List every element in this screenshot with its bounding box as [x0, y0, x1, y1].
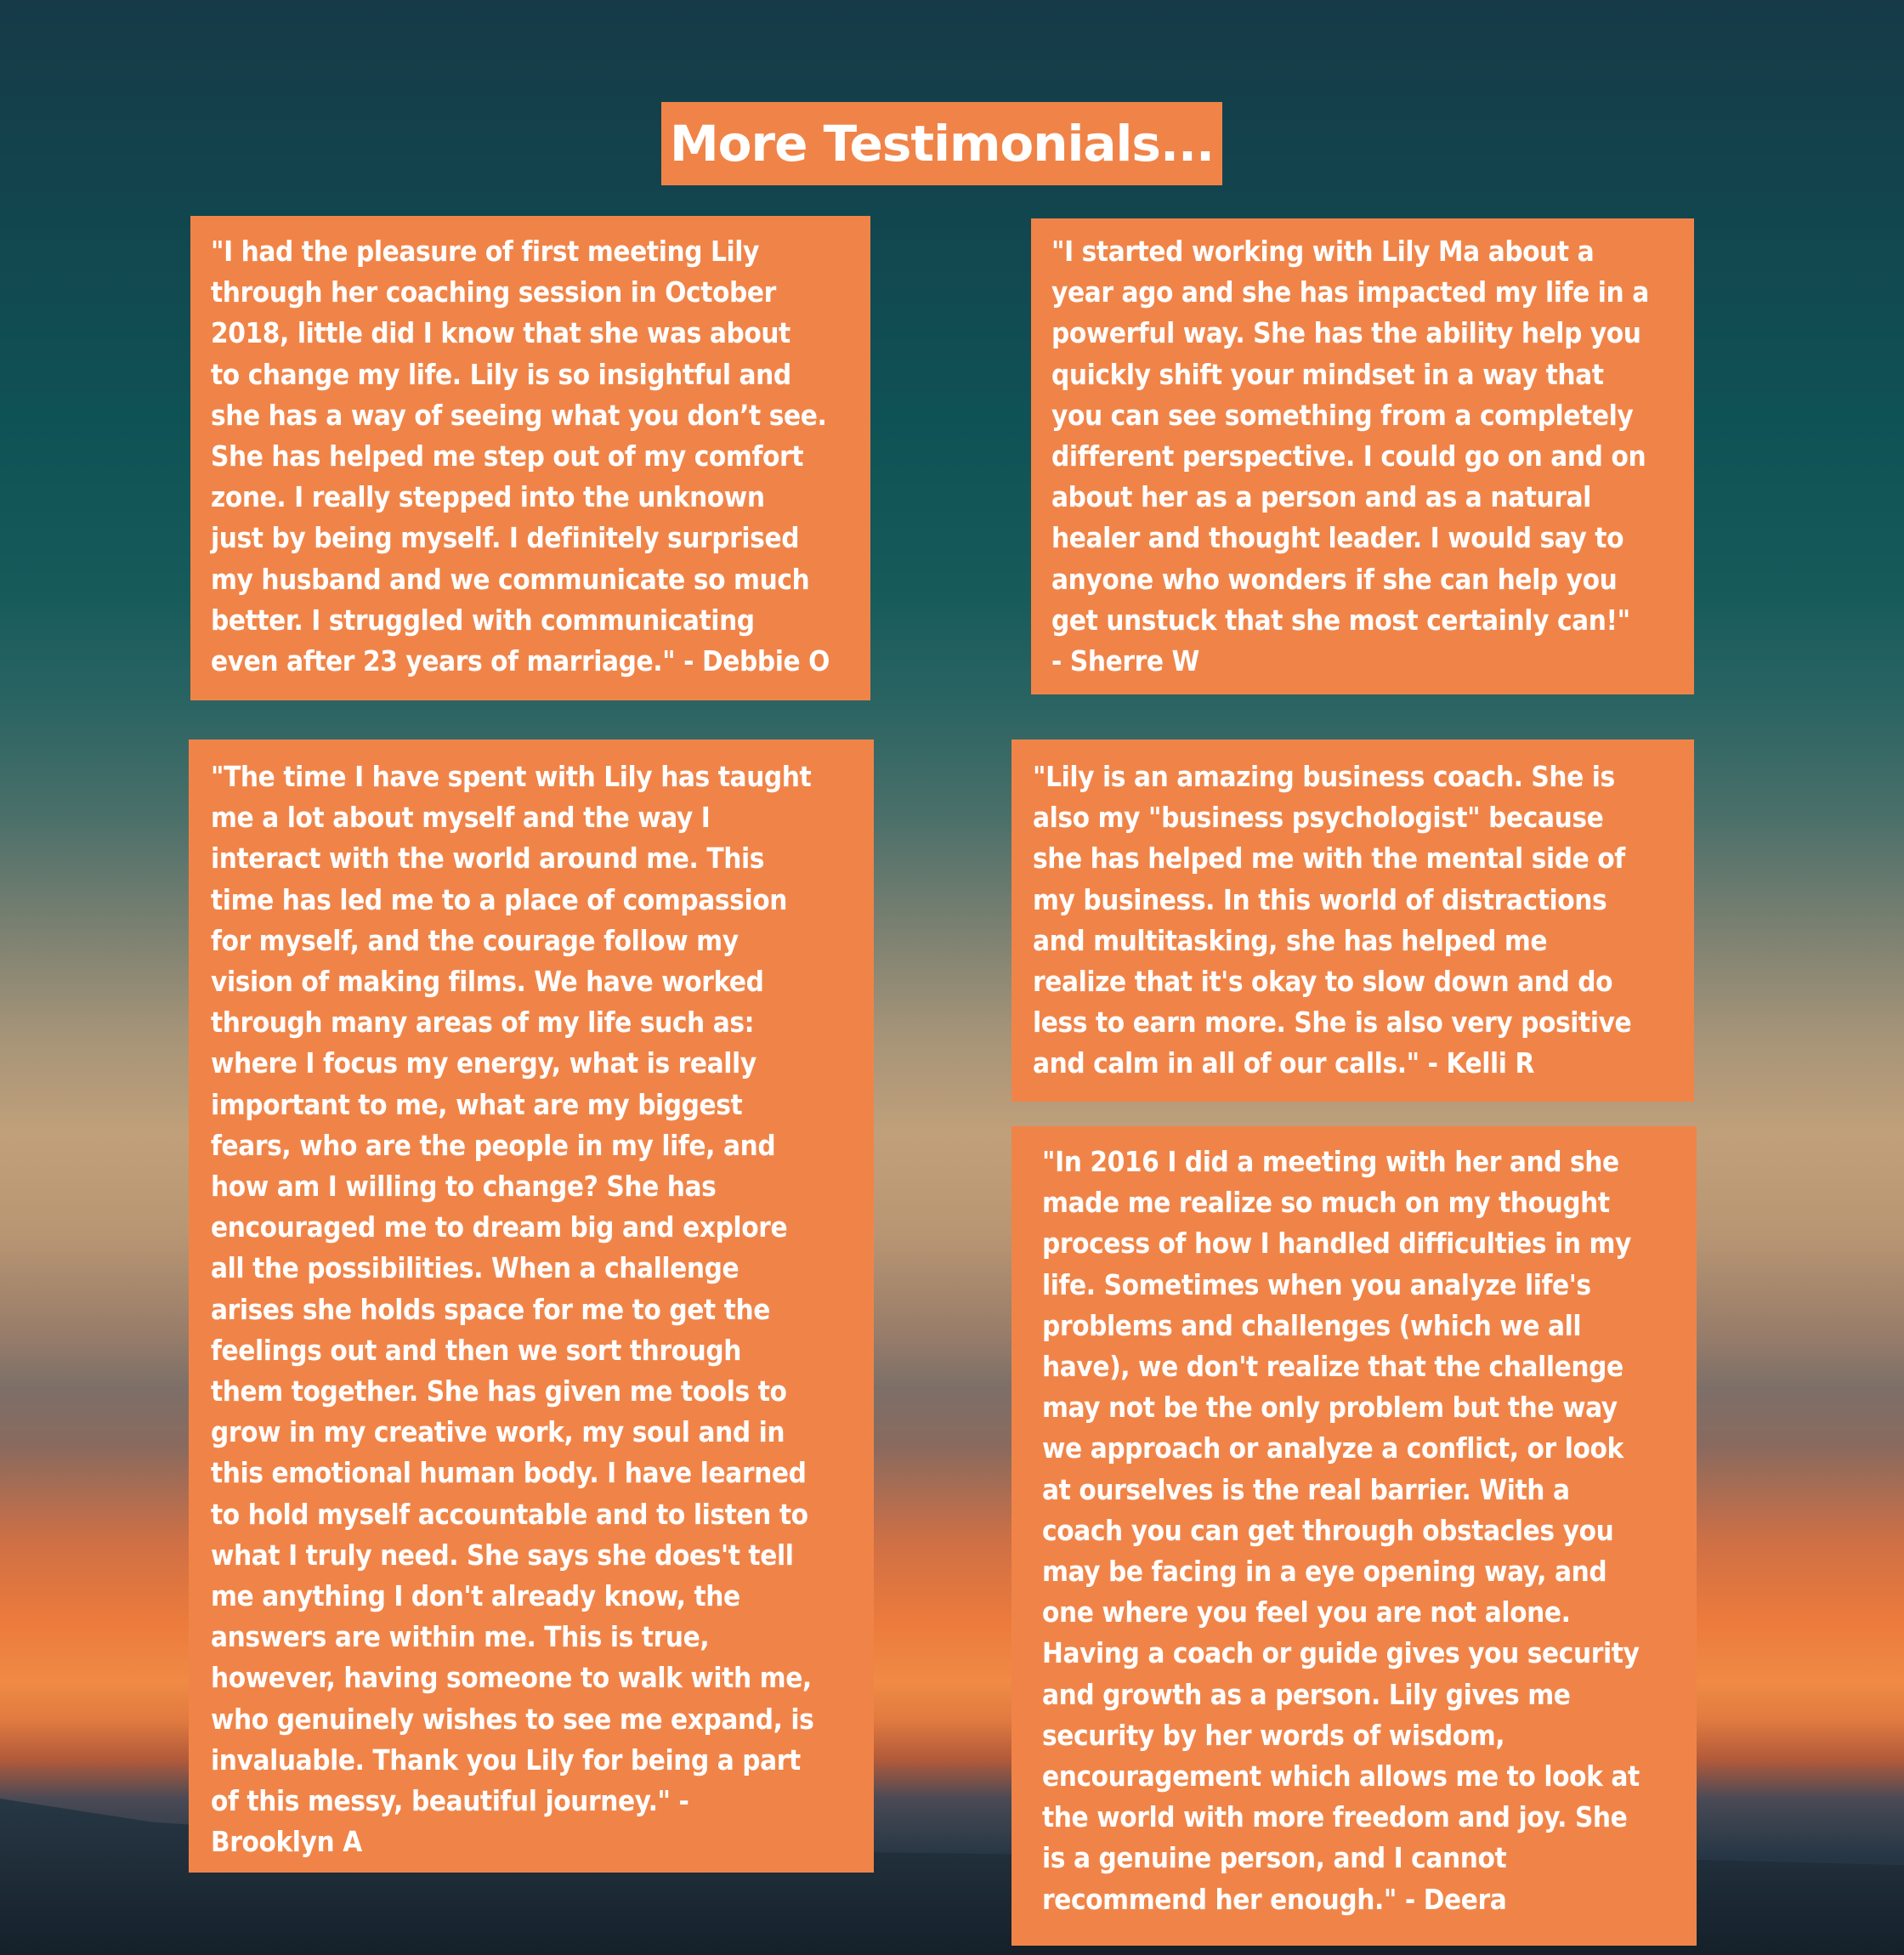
testimonial-text: "In 2016 I did a meeting with her and she made me realize so much on my thought process of how I handled difficulties in my life. Sometimes when you analyze life's problems and challenges (which we all have), we don't realize that the challenge may not be the only problem but the way we approach or analyze a conflict, or look at ourselves is the real barrier. With a coach you can get through obstacles you may be facing in a eye opening way, and one where you feel you are not alone. Having a coach or guide gives you security and growth as a person. Lily gives me security by her words of wisdom, encouragement which allows me to look at the world with more freedom and joy. She is a genuine person, and I cannot recommend her enough." - Deera — [1042, 1145, 1640, 1916]
testimonial-card-brooklyn — [189, 740, 874, 1873]
page-title: More Testimonials... — [669, 115, 1215, 173]
testimonial-card-sherre — [1031, 218, 1694, 694]
testimonial-text: "Lily is an amazing business coach. She is also my "business psychologist" because she has helped me with the mental side of my business. In this world of distractions and multitasking, she has helped me realize that it's okay to slow down and do less to earn more. She is also very positive and calm in all of our calls." - Kelli R — [1033, 760, 1632, 1080]
testimonial-card-debbie — [190, 216, 870, 700]
testimonial-text: "The time I have spent with Lily has taught me a lot about myself and the way I interact with the world around me. This time has led me to a place of compassion for myself, and the courage follow my vision of making films. We have worked through many areas of my life such as: where I focus my energy, what is really important to me, what are my biggest fears, who are the people in my life, and how am I willing to change? She has encouraged me to dream big and explore all the possibilities. When a challenge arises she holds space for me to get the feelings out and then we sort through them together. She has given me tools to grow in my creative work, my soul and in this emotional human body. I have learned to hold myself accountable and to listen to what I truly need. She says she does't tell me anything I don't already know, the answers are within me. This is true, however, having someone to walk with me, who genuinely wishes to see me expand, is invaluable. Thank you Lily for being a part of this messy, beautiful journey." - Brooklyn A — [211, 760, 814, 1859]
testimonial-text: "I started working with Lily Ma about a year ago and she has impacted my life in a powerful way. She has the ability help you quickly shift your mindset in a way that you can see something from a completely different perspective. I could go on and on about her as a person and as a natural healer and thought leader. I would say to anyone who wonders if she can help you get unstuck that she most certainly can!" - Sherre W — [1051, 235, 1649, 678]
testimonial-text: "I had the pleasure of first meeting Lily through her coaching session in October 2018, little did I know that she was about to change my life. Lily is so insightful and she has a way of seeing what you don’t see. She has helped me step out of my comfort zone. I really stepped into the unknown just by being myself. I definitely surprised my husband and we communicate so much better. I struggled with communicating even after 23 years of marriage." - Debbie O — [211, 235, 830, 678]
testimonial-card-kelli — [1012, 740, 1694, 1102]
title-banner — [661, 102, 1222, 185]
testimonial-card-deera — [1012, 1126, 1697, 1946]
